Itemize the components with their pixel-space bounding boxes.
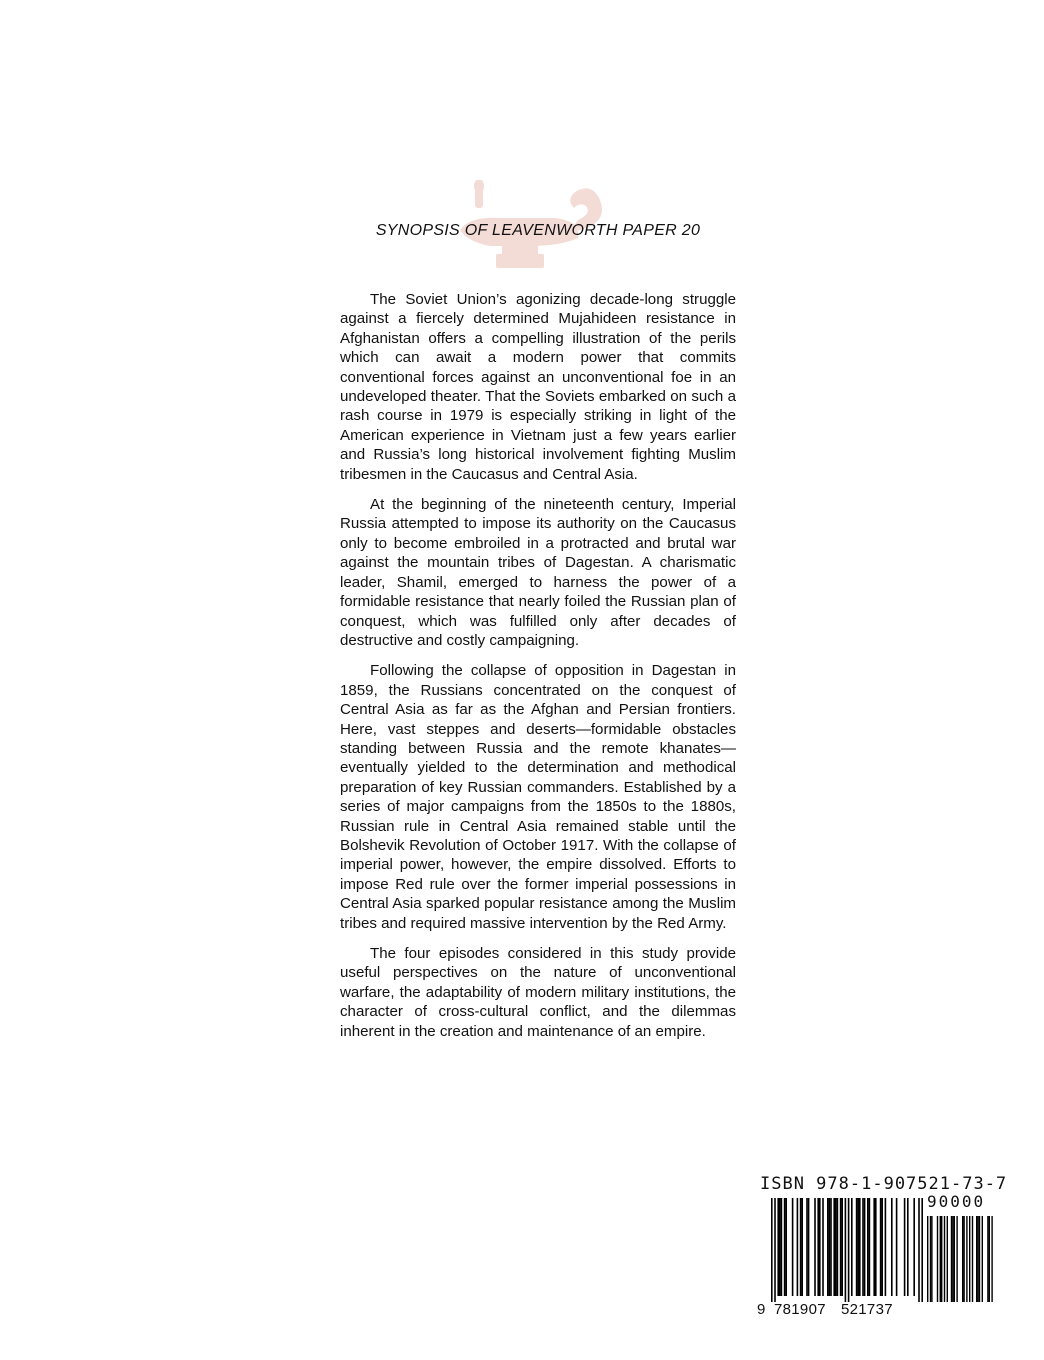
paragraph: The four episodes considered in this study provide useful perspectives on the nature of unconventional warfare, the adaptability of modern military institutions, the character of cross-cultural conflict, and the dilemmas inherent in the creation and maintenance of an empire.: [340, 945, 736, 1040]
ean-bar: [774, 1198, 776, 1302]
isbn-barcode: [757, 1174, 1008, 1324]
ean-bar: [881, 1198, 883, 1296]
paragraph: At the beginning of the nineteenth century, Imperial Russia attempted to impose its authority on the Caucasus only to become embroiled in a protracted and brutal war against the mountain tribes of Dagestan. A charismatic leader, Shamil, emerged to harness the power of a formidable resistance that nearly foiled the Russian plan of conquest, which was fulfilled only after decades of destructive and costly campaigning.: [340, 496, 736, 649]
ean-bar: [869, 1198, 871, 1296]
ean-bar: [841, 1198, 843, 1296]
ean-bar: [856, 1198, 858, 1296]
ean-bar: [822, 1198, 824, 1296]
ean-bar: [907, 1198, 909, 1296]
ean-bar: [904, 1198, 906, 1296]
addon-bar: [951, 1216, 952, 1302]
paragraph: Following the collapse of opposition in Dagestan in 1859, the Russians concentrated on the conquest of Central Asia as far as the Afghan and Persian frontiers. Here, vast steppes and deserts—formidable obstacles standing between Russia and the remote khanates—eventually yielded to the determination and methodical preparation of key Russian commanders. Established by a series of major campaigns from the 1850s to the 1880s, Russian rule in Central Asia remained stable until the Bolshevik Revolution of October 1917. With the collapse of imperial power, however, the empire dissolved. Efforts to impose Red rule over the former imperial possessions in Central Asia sparked popular resistance among the Muslim tribes and required massive intervention by the Red Army.: [340, 662, 736, 932]
ean-bar: [864, 1198, 866, 1296]
ean-bar: [771, 1198, 773, 1302]
addon-number: 90000: [927, 1192, 986, 1211]
addon-bar: [944, 1216, 945, 1302]
addon-bar: [947, 1216, 948, 1302]
isbn-label: ISBN 978-1-907521-73-7: [760, 1174, 1008, 1194]
ean-bar: [857, 1198, 859, 1296]
ean-bar: [848, 1198, 850, 1302]
ean-bar: [792, 1198, 794, 1296]
ean-bar: [777, 1198, 779, 1296]
addon-bar: [931, 1216, 932, 1302]
ean-bar: [833, 1198, 835, 1296]
addon-bar: [972, 1216, 973, 1302]
addon-bar: [987, 1216, 988, 1302]
ean-bar: [808, 1198, 810, 1296]
ean-bar: [867, 1198, 869, 1296]
addon-bar: [930, 1216, 931, 1302]
ean-bar: [829, 1198, 831, 1296]
ean-bar: [785, 1198, 787, 1296]
ean-bar: [845, 1198, 847, 1302]
addon-bar: [940, 1216, 941, 1302]
addon-bar: [952, 1216, 953, 1302]
ean-bar: [830, 1198, 832, 1296]
ean-bar: [880, 1198, 882, 1296]
addon-bar: [989, 1216, 990, 1302]
ean-bar: [814, 1198, 816, 1296]
ean-bar: [859, 1198, 861, 1296]
ean-bar: [784, 1198, 786, 1296]
ean-bar: [837, 1198, 839, 1296]
ean-left-group: 781907: [774, 1301, 826, 1318]
ean-bar: [827, 1198, 829, 1296]
ean-bar: [817, 1198, 819, 1296]
ean-bar: [896, 1198, 898, 1296]
ean-bar: [779, 1198, 781, 1296]
addon-bar: [991, 1216, 992, 1302]
ean-bar: [913, 1198, 915, 1296]
addon-bar: [937, 1216, 938, 1302]
ean-right-group: 521737: [841, 1301, 893, 1318]
ean-bar: [875, 1198, 877, 1296]
ean-bar: [918, 1198, 920, 1302]
addon-bar: [954, 1216, 955, 1302]
ean-bar: [835, 1198, 837, 1296]
ean-bar: [840, 1198, 842, 1296]
ean-bar: [891, 1198, 893, 1296]
ean-first-digit: 9: [757, 1301, 766, 1318]
addon-bar: [941, 1216, 942, 1302]
addon-bar: [927, 1216, 928, 1302]
addon-bar: [962, 1216, 963, 1302]
addon-bar: [963, 1216, 964, 1302]
ean-bar: [819, 1198, 821, 1296]
synopsis-text: [340, 290, 736, 1052]
ean-bar: [873, 1198, 875, 1296]
addon-bar: [966, 1216, 967, 1302]
ean-bar: [806, 1198, 808, 1296]
addon-bar: [977, 1216, 978, 1302]
ean-bar: [921, 1198, 923, 1302]
ean-bar: [862, 1198, 864, 1296]
ean-bar: [781, 1198, 783, 1296]
ean-bar: [851, 1198, 853, 1296]
ean-bar: [885, 1198, 887, 1296]
paragraph: The Soviet Union’s agonizing decade-long struggle against a fiercely determined Mujahideen resistance in Afghanistan offers a compelling illustration of the perils which can await a modern power that commits conventional forces against an unconventional foe in an undeveloped theater. That the Soviets embarked on such a rash course in 1979 is especially striking in light of the American experience in Vietnam just a few years earlier and Russia’s long historical involvement fighting Muslim tribesmen in the Caucasus and Central Asia.: [340, 291, 736, 483]
addon-bar: [976, 1216, 977, 1302]
ean-bar: [797, 1198, 799, 1296]
addon-bar: [956, 1216, 957, 1302]
addon-bar: [979, 1216, 980, 1302]
addon-bar: [969, 1216, 970, 1302]
addon-bar: [982, 1216, 983, 1302]
ean-bar: [801, 1198, 803, 1296]
ean-bar: [800, 1198, 802, 1296]
page-title: SYNOPSIS OF LEAVENWORTH PAPER 20: [375, 222, 701, 239]
barcode-bars: [757, 1198, 997, 1302]
